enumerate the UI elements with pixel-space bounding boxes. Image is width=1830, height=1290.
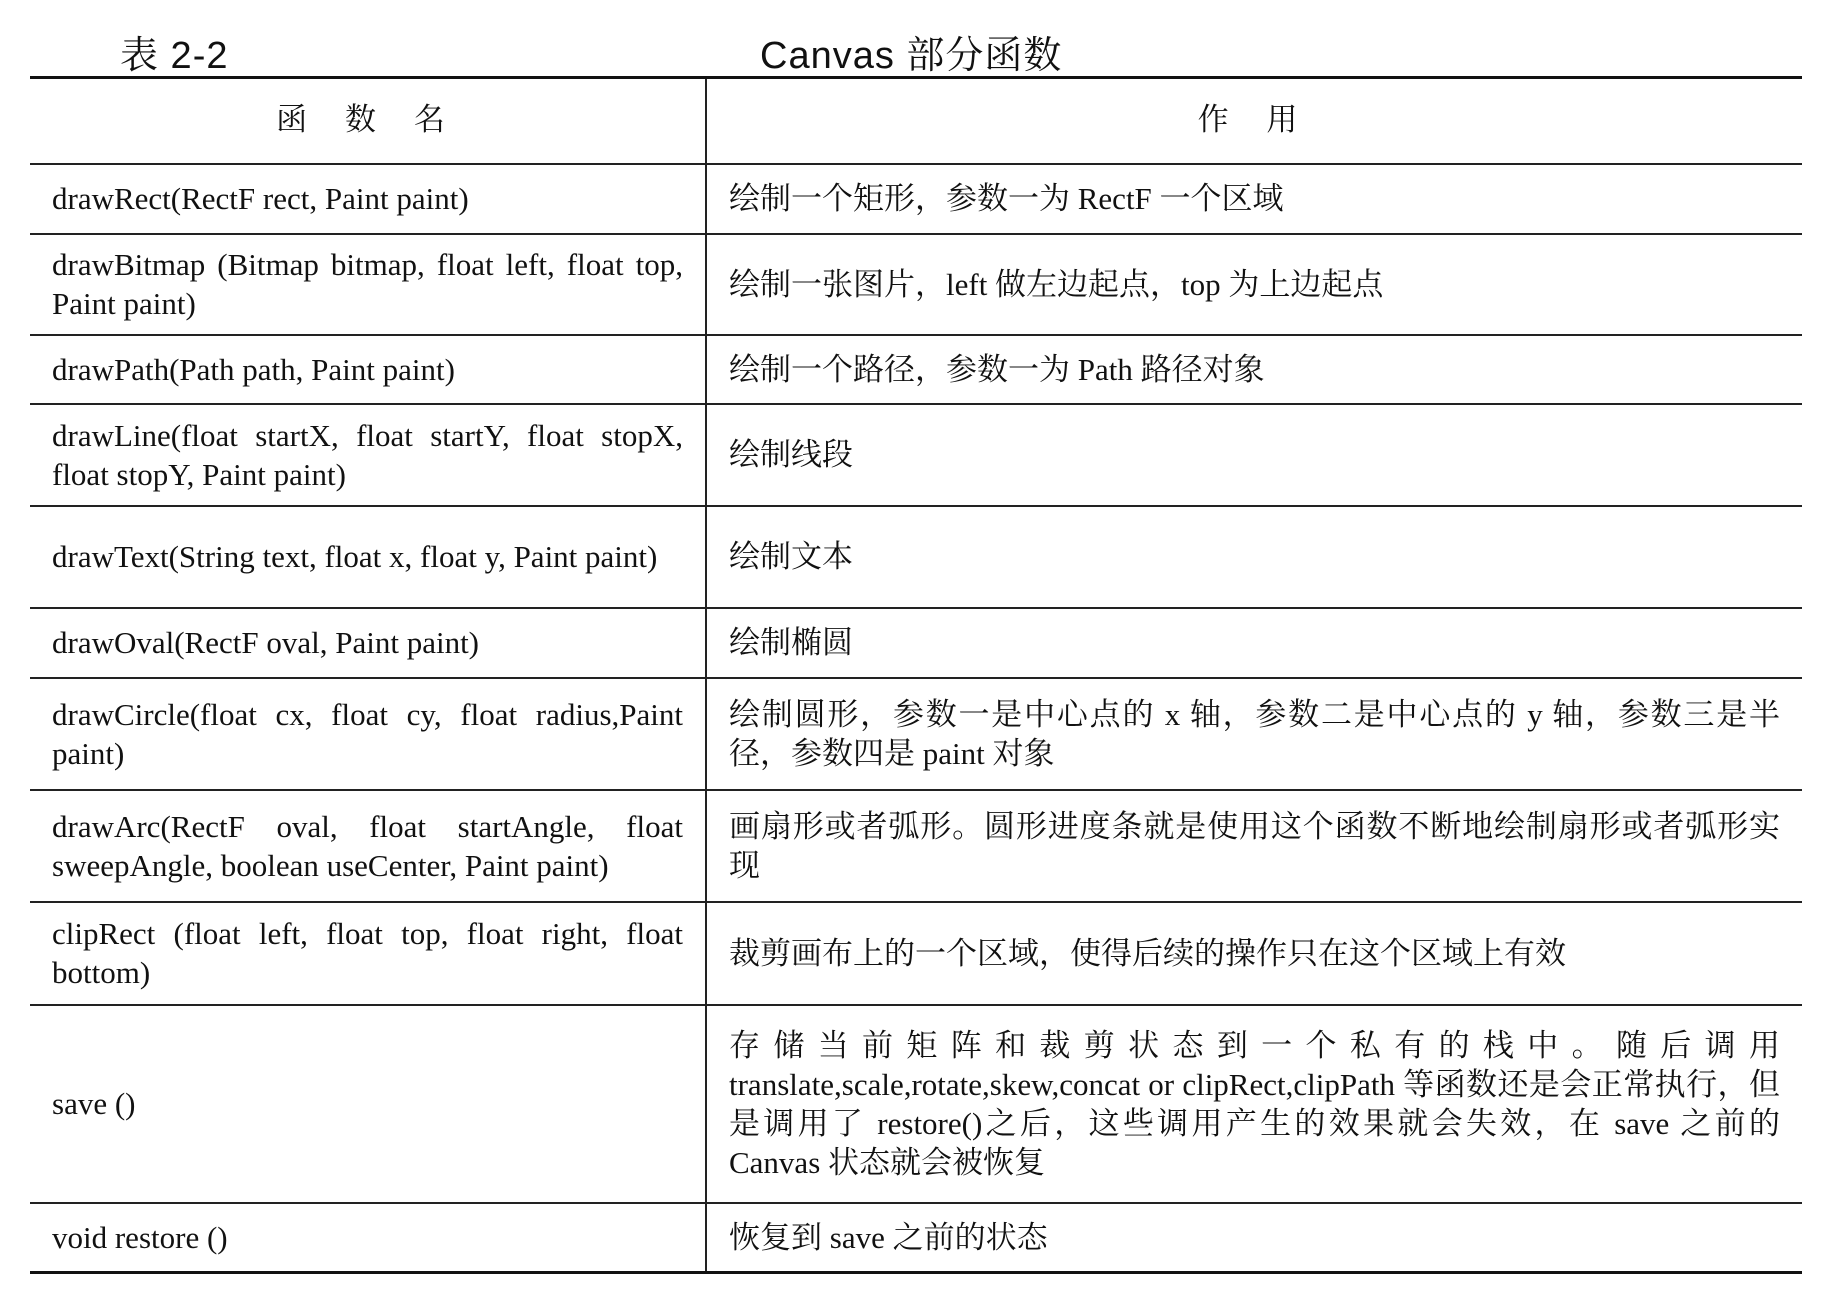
function-desc-cell: 绘制一个路径，参数一为 Path 路径对象	[706, 335, 1802, 404]
function-name-cell: drawOval(RectF oval, Paint paint)	[30, 608, 706, 678]
table-row	[30, 1203, 1802, 1273]
function-name-cell: drawText(String text, float x, float y, Paint paint)	[30, 506, 706, 608]
function-desc-cell: 裁剪画布上的一个区域，使得后续的操作只在这个区域上有效	[706, 902, 1802, 1005]
table-row	[30, 608, 1802, 678]
function-name-cell: drawCircle(float cx, float cy, float radius,Paint paint)	[30, 678, 706, 790]
function-name-cell: drawLine(float startX, float startY, float stopX, float stopY, Paint paint)	[30, 404, 706, 506]
function-desc-cell: 绘制文本	[706, 506, 1802, 608]
function-desc-cell: 存储当前矩阵和裁剪状态到一个私有的栈中。随后调用 translate,scale,rotate,skew,concat or clipRect,clipPath 等函数还是会正常执行，但是调用了 restore()之后，这些调用产生的效果就会失效，在 save 之前的 Canvas 状态就会被恢复	[706, 1005, 1802, 1203]
function-desc-cell: 绘制一个矩形，参数一为 RectF 一个区域	[706, 164, 1802, 234]
table-title: Canvas 部分函数	[760, 35, 1063, 77]
table-number: 表 2-2	[120, 35, 229, 77]
table-row	[30, 790, 1802, 902]
function-name-cell: drawBitmap (Bitmap bitmap, float left, float top, Paint paint)	[30, 234, 706, 335]
function-desc-cell: 画扇形或者弧形。圆形进度条就是使用这个函数不断地绘制扇形或者弧形实现	[706, 790, 1802, 902]
function-name-cell: void restore ()	[30, 1203, 706, 1273]
function-name-cell: clipRect (float left, float top, float right, float bottom)	[30, 902, 706, 1005]
table-row	[30, 1005, 1802, 1203]
header-purpose: 作 用	[706, 78, 1802, 164]
table-row	[30, 678, 1802, 790]
table-header-row	[30, 78, 1802, 164]
function-desc-cell: 绘制线段	[706, 404, 1802, 506]
table-row	[30, 335, 1802, 404]
function-name-cell: drawArc(RectF oval, float startAngle, float sweepAngle, boolean useCenter, Paint paint)	[30, 790, 706, 902]
canvas-functions-table	[30, 76, 1802, 1274]
function-desc-cell: 绘制一张图片，left 做左边起点，top 为上边起点	[706, 234, 1802, 335]
table-row	[30, 902, 1802, 1005]
function-desc-cell: 绘制圆形，参数一是中心点的 x 轴，参数二是中心点的 y 轴，参数三是半径，参数四是 paint 对象	[706, 678, 1802, 790]
table-row	[30, 506, 1802, 608]
function-name-cell: drawPath(Path path, Paint paint)	[30, 335, 706, 404]
header-function-name: 函 数 名	[30, 78, 706, 164]
function-desc-cell: 恢复到 save 之前的状态	[706, 1203, 1802, 1273]
function-name-cell: drawRect(RectF rect, Paint paint)	[30, 164, 706, 234]
function-name-cell: save ()	[30, 1005, 706, 1203]
table-row	[30, 404, 1802, 506]
table-row	[30, 234, 1802, 335]
table-row	[30, 164, 1802, 234]
table-caption	[0, 18, 1830, 78]
function-desc-cell: 绘制椭圆	[706, 608, 1802, 678]
